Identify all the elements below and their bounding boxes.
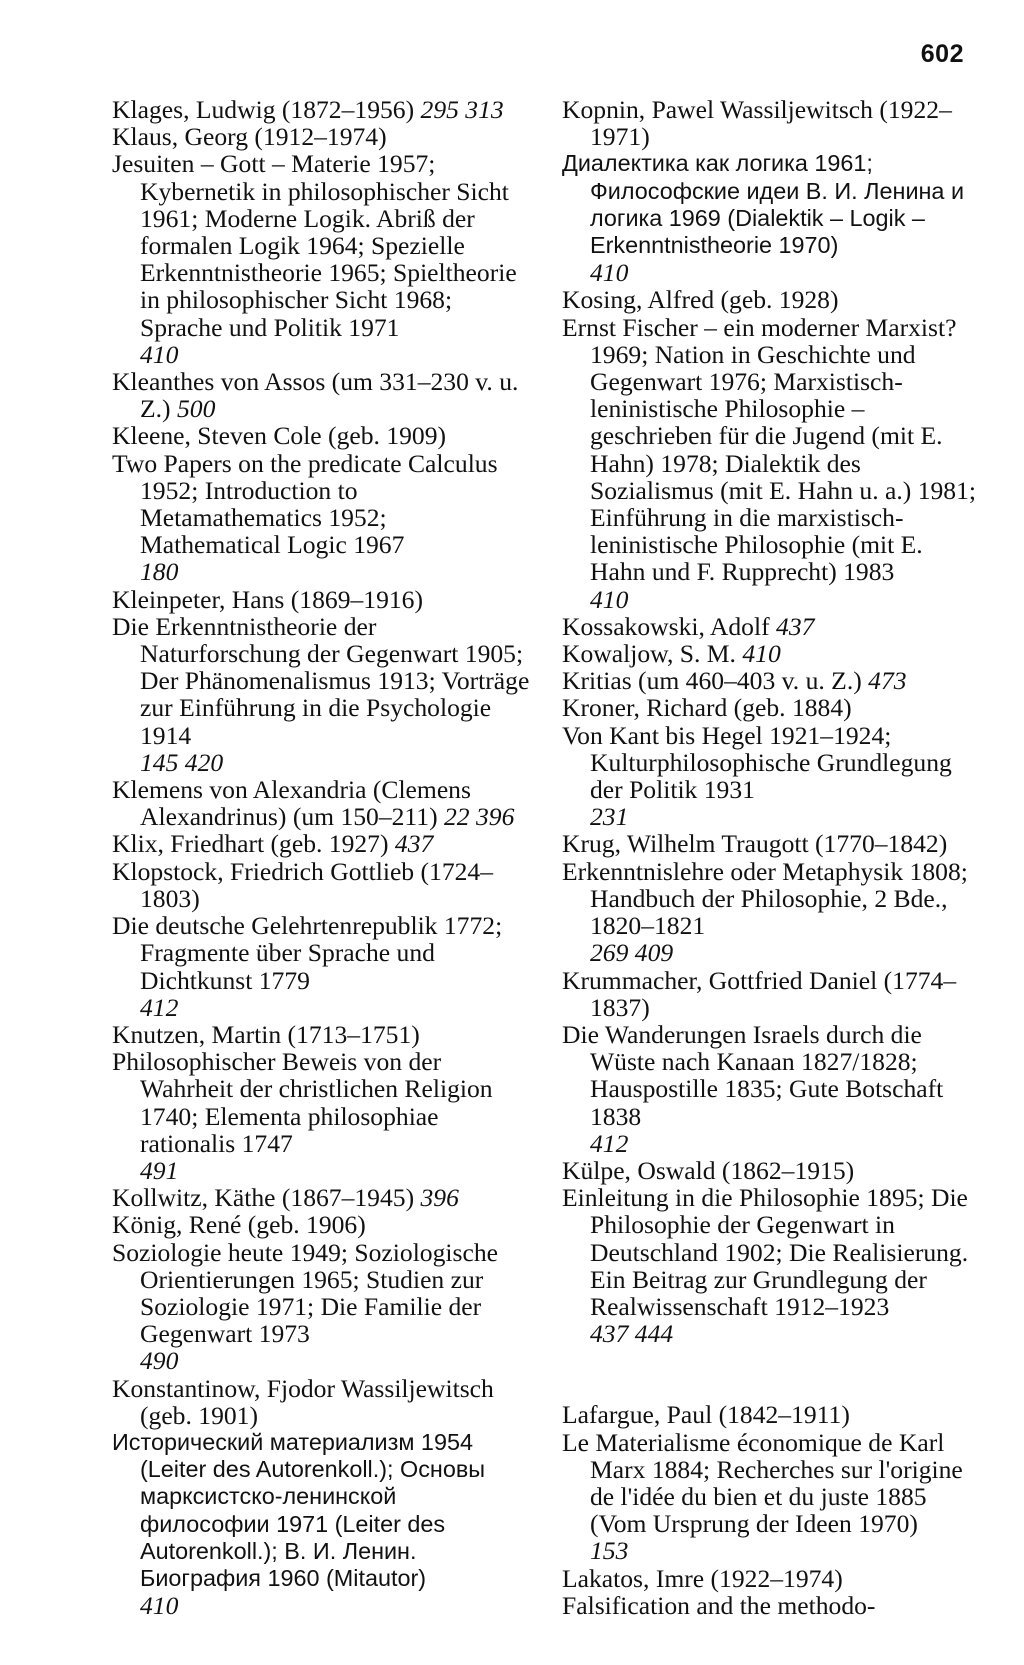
entry-name: Kleanthes von Assos (um 331–230 v. u. Z.) xyxy=(112,367,519,424)
entry-page-refs: 410 xyxy=(590,258,629,288)
entry-page-refs: 145 420 xyxy=(140,747,224,777)
entry-name: Kritias (um 460–403 v. u. Z.) xyxy=(562,666,862,696)
entry-page-refs: 412 xyxy=(140,992,179,1022)
index-entry xyxy=(112,123,532,368)
entry-works: Die Wanderungen Israels durch die Wüste nach Kanaan 1827/1828; Hauspostille 1835; Gute Botschaft 1838 xyxy=(562,1019,944,1131)
entry-works: Erkenntnislehre oder Metaphysik 1808; Handbuch der Philosophie, 2 Bde., 1820–1821 xyxy=(562,856,968,941)
entry-page-refs: 437 xyxy=(394,829,434,859)
entry-page-refs: 410 xyxy=(590,584,629,614)
entry-page-refs: 412 xyxy=(590,1128,629,1158)
index-entry xyxy=(562,96,982,286)
entry-name: Kosing, Alfred (geb. 1928) xyxy=(562,285,839,315)
entry-name: Knutzen, Martin (1713–1751) xyxy=(112,1019,420,1049)
entry-name: Krug, Wilhelm Traugott (1770–1842) xyxy=(562,829,948,859)
entry-name: Kroner, Richard (geb. 1884) xyxy=(562,693,852,723)
entry-name: Kowaljow, S. M. xyxy=(562,639,736,669)
index-entry xyxy=(562,694,982,830)
entry-page-refs: 269 409 xyxy=(590,938,674,968)
entry-name: Kleene, Steven Cole (geb. 1909) xyxy=(112,421,447,451)
entry-works: Die Erkenntnistheorie der Naturforschung der Gegenwart 1905; Der Phänomenalismus 1913; Vorträge zur Einführung in die Psychologie 1914 xyxy=(112,611,530,750)
index-entry xyxy=(562,613,982,640)
index-entry xyxy=(562,640,982,667)
entry-works: Ernst Fischer – ein moderner Marxist? 1969; Nation in Geschichte und Gegenwart 1976; Marxistisch-leninistische Philosophie – geschrieben für die Jugend (mit E. Hahn) 1978; Dialektik des Sozialismus (mit E. Hahn u. a.) 1981; Einführung in die marxistisch-leninistische Philosophie (mit E. Hahn und F. Rupprecht) 1983 xyxy=(562,312,976,587)
entry-works: Die deutsche Gelehrtenrepublik 1772; Fragmente über Sprache und Dichtkunst 1779 xyxy=(112,911,503,995)
index-entry xyxy=(112,586,532,776)
entry-page-refs: 231 xyxy=(590,802,629,832)
entry-name: Klemens von Alexandria (Clemens Alexandrinus) (um 150–211) xyxy=(112,775,471,832)
entry-works: Von Kant bis Hegel 1921–1924; Kulturphilosophische Grundlegung der Politik 1931 xyxy=(562,720,952,805)
index-entry xyxy=(112,368,532,422)
right-column xyxy=(562,96,982,1619)
entry-page-refs: 410 xyxy=(140,339,179,369)
entry-page-refs: 22 396 xyxy=(444,802,515,832)
entry-name: König, René (geb. 1906) xyxy=(112,1210,366,1240)
index-entry xyxy=(112,776,532,830)
entry-page-refs: 410 xyxy=(742,639,781,669)
entry-name: Klopstock, Friedrich Gottlieb (1724–1803) xyxy=(112,856,494,913)
page-number: 602 xyxy=(920,40,964,68)
entry-page-refs: 437 xyxy=(776,611,815,641)
index-entry xyxy=(112,96,532,123)
entry-name: Klages, Ludwig (1872–1956) xyxy=(112,95,415,124)
entry-name: Krummacher, Gottfried Daniel (1774–1837) xyxy=(562,965,957,1022)
entry-name: Klaus, Georg (1912–1974) xyxy=(112,122,387,152)
entry-works: Jesuiten – Gott – Materie 1957; Kybernetik in philosophischer Sicht 1961; Moderne Logik. Abriß der formalen Logik 1964; Spezielle Erkenntnistheorie 1965; Spieltheorie in philosophischer Sicht 1968; Sprache und Politik 1971 xyxy=(112,149,517,342)
entry-works: Soziologie heute 1949; Soziologische Orientierungen 1965; Studien zur Soziologie 1971; Die Familie der Gegenwart 1973 xyxy=(112,1237,498,1349)
entry-page-refs: 410 xyxy=(140,1591,179,1621)
letter-section-gap xyxy=(562,1347,982,1401)
entry-page-refs: 396 xyxy=(420,1183,459,1213)
left-column xyxy=(112,96,532,1619)
entry-name: Konstantinow, Fjodor Wassiljewitsch (geb. 1901) xyxy=(112,1373,494,1430)
index-entry xyxy=(112,830,532,857)
index-entry xyxy=(112,1184,532,1211)
index-entry xyxy=(112,422,532,585)
entry-name: Kossakowski, Adolf xyxy=(562,611,770,641)
entry-works: Falsification and the methodo- xyxy=(562,1590,876,1620)
index-entry xyxy=(562,1565,982,1619)
index-entry xyxy=(112,1375,532,1620)
entry-works: Philosophischer Beweis von der Wahrheit der christlichen Religion 1740; Elementa philosophiae rationalis 1747 xyxy=(112,1047,493,1158)
entry-works: Le Materialisme économique de Karl Marx 1884; Recherches sur l'origine de l'idée du bien et du juste 1885 (Vom Ursprung der Ideen 1970) xyxy=(562,1427,963,1539)
entry-works: Диалектика как логика 1961; Философские идеи В. И. Ленина и логика 1969 (Dialektik – Logik – Erkenntnistheorie 1970) xyxy=(562,150,965,259)
entry-name: Klix, Friedhart (geb. 1927) xyxy=(112,829,389,859)
index-entry xyxy=(562,667,982,694)
entry-page-refs: 490 xyxy=(140,1346,179,1376)
entry-page-refs: 437 444 xyxy=(590,1319,674,1349)
entry-name: Külpe, Oswald (1862–1915) xyxy=(562,1155,855,1185)
entry-page-refs: 153 xyxy=(590,1536,629,1566)
index-entry xyxy=(112,1211,532,1374)
entry-page-refs: 180 xyxy=(140,557,179,587)
entry-page-refs: 295 313 xyxy=(420,95,504,124)
index-entry xyxy=(562,1401,982,1564)
index-entry xyxy=(562,1157,982,1347)
entry-works: Einleitung in die Philosophie 1895; Die Philosophie der Gegenwart in Deutschland 1902; Die Realisierung. Ein Beitrag zur Grundlegung der Realwissenschaft 1912–1923 xyxy=(562,1183,969,1321)
index-entry xyxy=(112,858,532,1021)
entry-page-refs: 491 xyxy=(140,1155,179,1185)
index-entry xyxy=(562,830,982,966)
index-entry xyxy=(112,1021,532,1184)
index-entry xyxy=(562,967,982,1157)
entry-name: Kleinpeter, Hans (1869–1916) xyxy=(112,584,423,614)
index-entry xyxy=(562,286,982,612)
entry-name: Lakatos, Imre (1922–1974) xyxy=(562,1563,843,1593)
entry-name: Lafargue, Paul (1842–1911) xyxy=(562,1400,850,1430)
entry-page-refs: 500 xyxy=(176,394,216,424)
entry-works: Исторический материализм 1954 (Leiter des Autorenkoll.); Основы марксистско-ленинской философии 1971 (Leiter des Autorenkoll.); В. И. Ленин. Биография 1960 (Mitautor) xyxy=(112,1428,486,1591)
entry-name: Kollwitz, Käthe (1867–1945) xyxy=(112,1183,415,1213)
entry-name: Kopnin, Pawel Wassiljewitsch (1922–1971) xyxy=(562,95,952,152)
entry-works: Two Papers on the predicate Calculus 1952; Introduction to Metamathematics 1952; Mathematical Logic 1967 xyxy=(112,448,498,560)
entry-page-refs: 473 xyxy=(868,666,907,696)
